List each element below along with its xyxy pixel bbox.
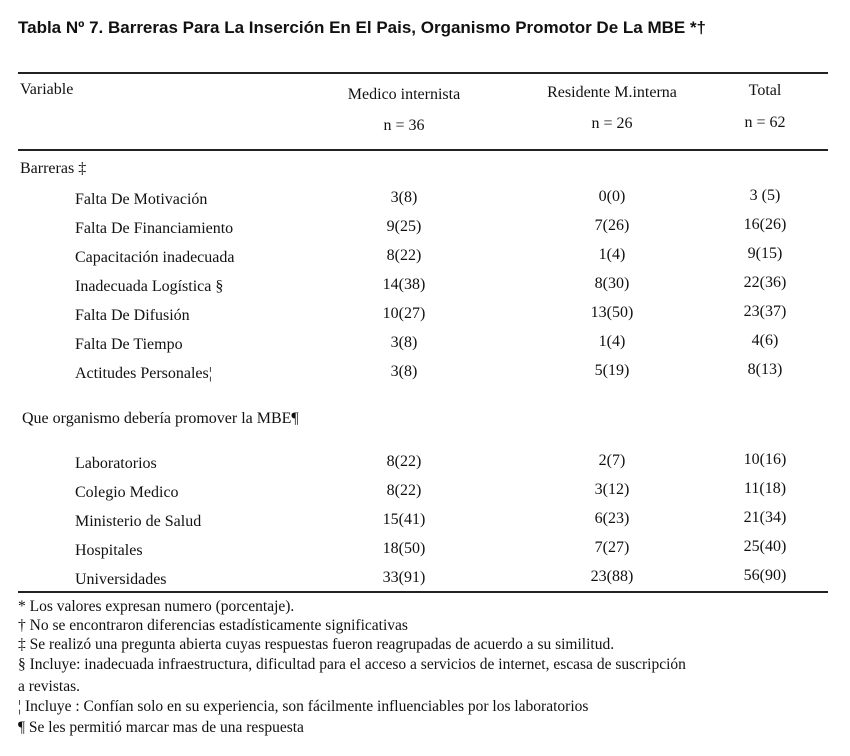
row-value-col3: 56(90)	[743, 567, 787, 584]
bottom-rule	[18, 591, 828, 593]
row-value-col2: 2(7)	[598, 452, 626, 469]
row-value-col3: 3 (5)	[749, 187, 781, 204]
row-label: Inadecuada Logística §	[75, 278, 224, 295]
row-label: Hospitales	[75, 542, 143, 559]
row-value-col2: 6(23)	[594, 510, 630, 527]
row-value-col3: 22(36)	[743, 274, 787, 291]
header-n-col2: n = 26	[591, 115, 633, 132]
row-value-col2: 8(30)	[594, 275, 630, 292]
row-value-col2: 1(4)	[598, 246, 626, 263]
row-label: Universidades	[75, 571, 167, 588]
row-value-col3: 4(6)	[751, 332, 779, 349]
row-value-col1: 10(27)	[382, 305, 426, 322]
row-label: Falta De Motivación	[75, 191, 208, 208]
footnote: † No se encontraron diferencias estadísticamente significativas	[18, 617, 408, 634]
row-value-col2: 23(88)	[590, 568, 634, 585]
row-value-col2: 7(26)	[594, 217, 630, 234]
row-value-col1: 3(8)	[390, 189, 418, 206]
row-value-col2: 3(12)	[594, 481, 630, 498]
row-value-col1: 9(25)	[386, 218, 422, 235]
row-value-col3: 9(15)	[747, 245, 783, 262]
footnote: ¦ Incluye : Confían solo en su experiencia, son fácilmente influenciables por los laboratorios	[18, 698, 589, 715]
row-label: Falta De Difusión	[75, 307, 190, 324]
section-heading-organismo: Que organismo debería promover la MBE¶	[22, 410, 299, 427]
row-value-col3: 8(13)	[747, 361, 783, 378]
row-value-col3: 25(40)	[743, 538, 787, 555]
row-value-col1: 8(22)	[386, 482, 422, 499]
row-value-col1: 15(41)	[382, 511, 426, 528]
footnote: § Incluye: inadecuada infraestructura, dificultad para el acceso a servicios de internet, escasa de suscripción	[18, 656, 686, 673]
row-label: Colegio Medico	[75, 484, 179, 501]
header-rule	[18, 149, 828, 151]
row-value-col1: 3(8)	[390, 334, 418, 351]
row-value-col2: 13(50)	[590, 304, 634, 321]
row-value-col1: 8(22)	[386, 453, 422, 470]
header-medico-internista: Medico internista	[347, 86, 461, 103]
header-n-col1: n = 36	[383, 117, 425, 134]
row-label: Falta De Tiempo	[75, 336, 183, 353]
header-variable: Variable	[20, 81, 74, 98]
header-total: Total	[748, 82, 782, 99]
top-rule	[18, 72, 828, 74]
row-label: Falta De Financiamiento	[75, 220, 234, 237]
row-value-col1: 14(38)	[382, 276, 426, 293]
row-label: Capacitación inadecuada	[75, 249, 235, 266]
footnote: a revistas.	[18, 678, 80, 695]
row-value-col1: 18(50)	[382, 540, 426, 557]
header-n-col3: n = 62	[744, 114, 786, 131]
row-value-col3: 11(18)	[743, 480, 787, 497]
row-value-col2: 5(19)	[594, 362, 630, 379]
row-value-col2: 7(27)	[594, 539, 630, 556]
row-value-col1: 33(91)	[382, 569, 426, 586]
row-label: Laboratorios	[75, 455, 157, 472]
row-value-col3: 10(16)	[743, 451, 787, 468]
header-residente: Residente M.interna	[547, 84, 677, 101]
row-label: Ministerio de Salud	[75, 513, 202, 530]
footnote: * Los valores expresan numero (porcentaje).	[18, 598, 295, 615]
row-value-col3: 16(26)	[743, 216, 787, 233]
row-value-col3: 21(34)	[743, 509, 787, 526]
row-label: Actitudes Personales¦	[75, 365, 212, 382]
row-value-col1: 8(22)	[386, 247, 422, 264]
table-title: Tabla Nº 7. Barreras Para La Inserción En El Pais, Organismo Promotor De La MBE *†	[18, 18, 707, 37]
row-value-col3: 23(37)	[743, 303, 787, 320]
row-value-col2: 0(0)	[598, 188, 626, 205]
row-value-col1: 3(8)	[390, 363, 418, 380]
row-value-col2: 1(4)	[598, 333, 626, 350]
section-heading-barreras: Barreras ‡	[20, 160, 87, 177]
footnote: ¶ Se les permitió marcar mas de una respuesta	[18, 719, 304, 736]
footnote: ‡ Se realizó una pregunta abierta cuyas respuestas fueron reagrupadas de acuerdo a su similitud.	[18, 636, 615, 653]
